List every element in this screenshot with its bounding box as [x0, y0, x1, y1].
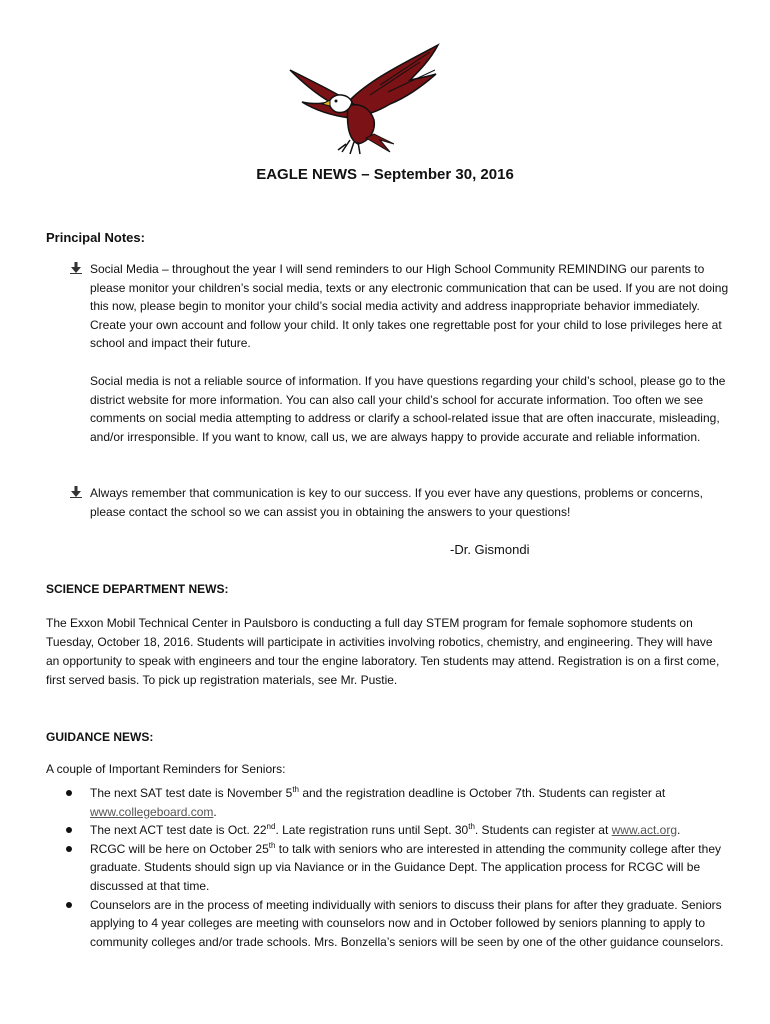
eagle-tail [366, 134, 394, 152]
guidance-item-counselors: Counselors are in the process of meeting individually with seniors to discuss their plans for after they graduate. Seniors applying to 4 year colleges are meeting with counselors now and in October followed by seniors planning to apply to community colleges and/or trade schools. Mrs. Bonzella’s seniors will be seen by one of the other guidance counselors. [46, 896, 726, 952]
bullet-text: Always remember that communication is key to our success. If you ever have any questions, problems or concerns, please contact the school so we can assist you in obtaining the answers to your questions! [90, 486, 703, 519]
act-link[interactable]: www.act.org [611, 823, 677, 838]
guidance-list [46, 784, 726, 951]
science-heading: SCIENCE DEPARTMENT NEWS: [46, 582, 229, 596]
collegeboard-link[interactable]: www.collegeboard.com [90, 804, 214, 819]
principal-notes-heading: Principal Notes: [46, 230, 145, 245]
arrow-down-bullet-icon [70, 262, 82, 274]
guidance-item-act: The next ACT test date is Oct. 22nd. Late registration runs until Sept. 30th. Students can register at www.act.org. [46, 821, 726, 840]
eagle-logo-icon [270, 40, 450, 160]
bullet-dot-icon [66, 902, 72, 908]
principal-bullet-communication [70, 484, 730, 521]
principal-signature: -Dr. Gismondi [450, 542, 530, 557]
bullet-dot-icon [66, 846, 72, 852]
guidance-item-rcgc: RCGC will be here on October 25th to talk with seniors who are interested in attending the community college after they graduate. Students should sign up via Naviance or in the Guidance Dept. The application process for RCGC will be discussed at that time. [46, 840, 726, 896]
principal-bullet-social-media [70, 260, 730, 353]
arrow-down-bullet-icon [70, 486, 82, 498]
bullet-dot-icon [66, 827, 72, 833]
newsletter-title: EAGLE NEWS – September 30, 2016 [256, 166, 514, 183]
eagle-eye [335, 100, 338, 103]
bullet-dot-icon [66, 790, 72, 796]
bullet-text: Social Media – throughout the year I will send reminders to our High School Community REMINDING our parents to please monitor your children’s social media, texts or any electronic communication that can be used. If you are not doing this now, please begin to monitor your child’s social media activity and address inappropriate behavior immediately. Create your own account and follow your child. It only takes one regrettable post for your child to lose privileges here at school and impact their future. [90, 262, 729, 351]
science-body: The Exxon Mobil Technical Center in Paulsboro is conducting a full day STEM program for female sophomore students on Tuesday, October 18, 2016. Students will participate in activities involving robotics, chemistry, and engineering. They will have an opportunity to speak with engineers and tour the engine laboratory. Ten students may attend. Registration is on a first come, first served basis. To pick up registration materials, see Mr. Pustie. [46, 616, 720, 687]
guidance-heading: GUIDANCE NEWS: [46, 730, 154, 744]
guidance-item-sat: The next SAT test date is November 5th and the registration deadline is October 7th. Students can register at www.collegeboard.com. [46, 784, 726, 821]
guidance-intro: A couple of Important Reminders for Seniors: [46, 762, 286, 776]
principal-social-media-paragraph: Social media is not a reliable source of information. If you have questions regarding your child’s school, please go to the district website for more information. You can also call your child’s school for accurate information. Too often we see comments on social media attempting to address or clarify a school-related issue that are often inaccurate, misleading, and/or irresponsible. If you want to know, call us, we are always happy to provide accurate and reliable information. [90, 374, 726, 444]
